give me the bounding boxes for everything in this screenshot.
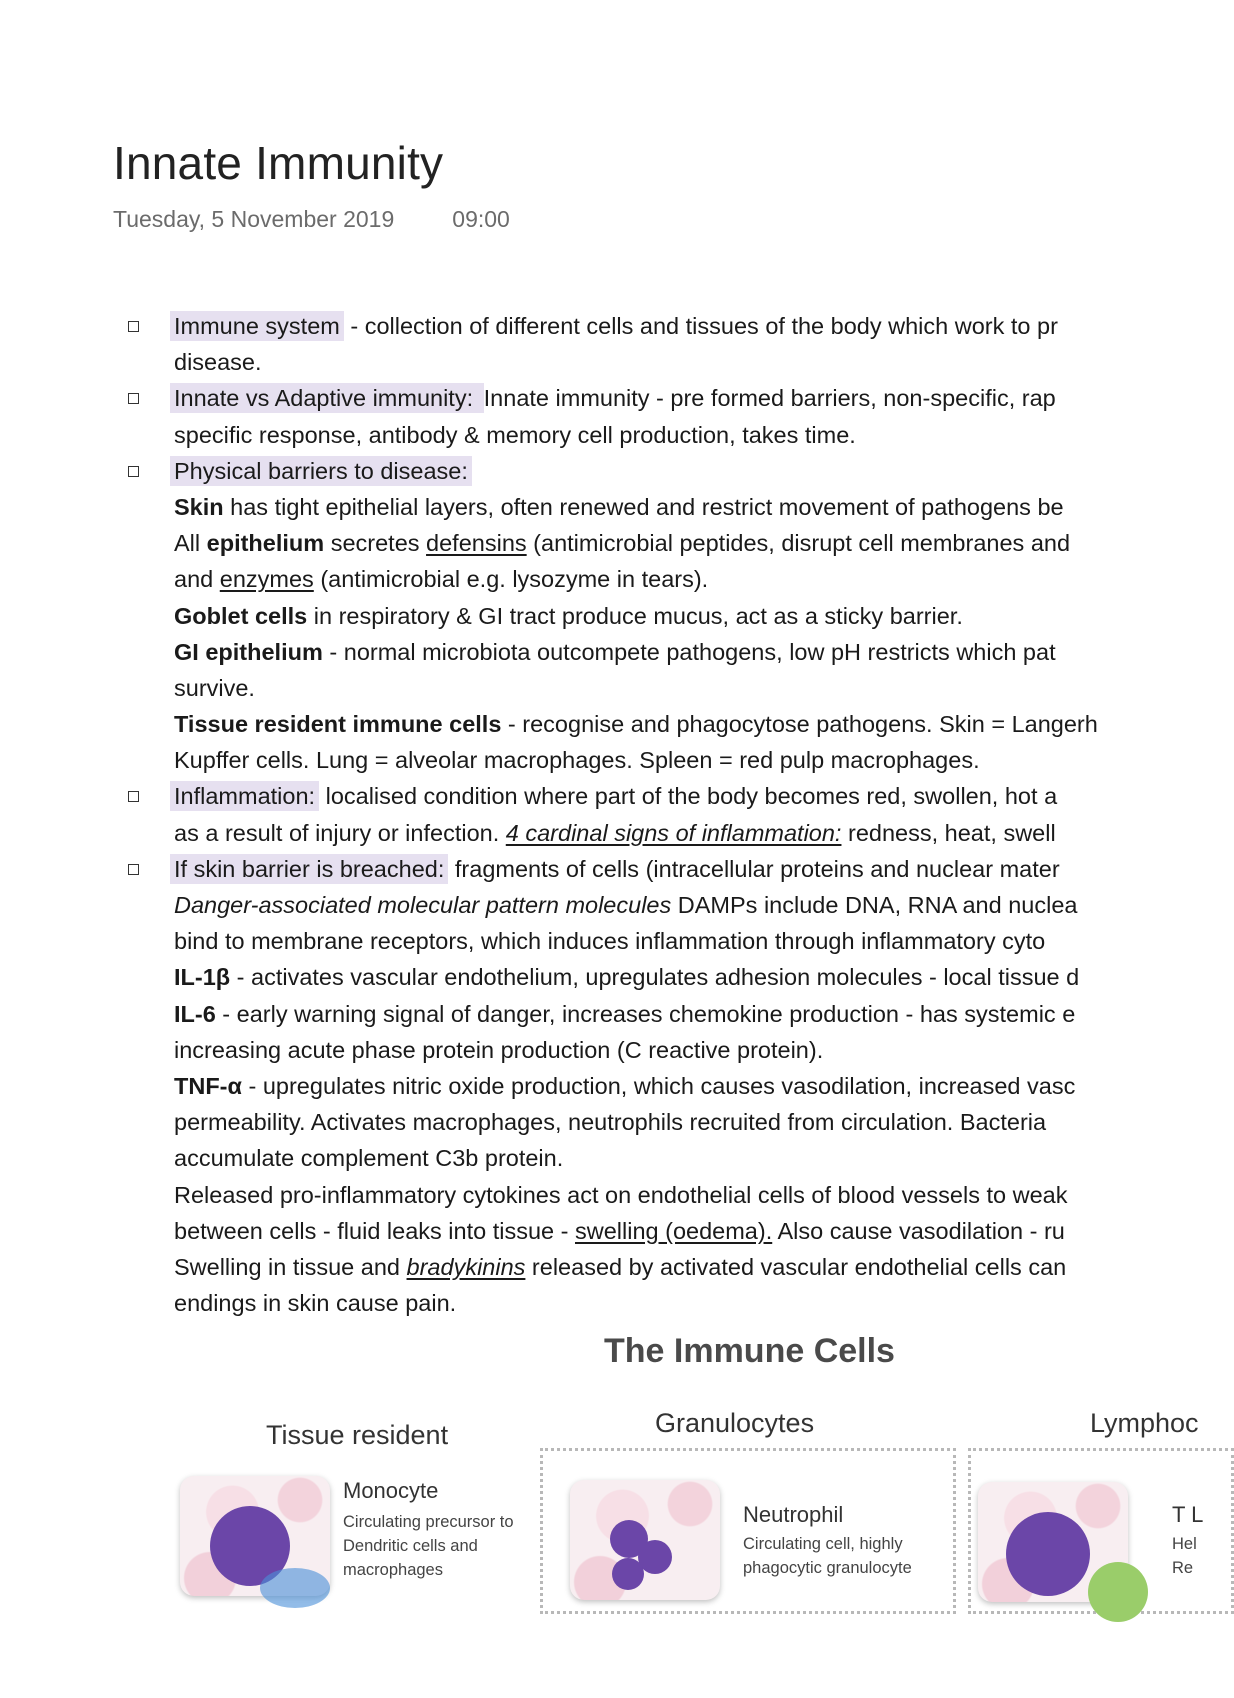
page-date: Tuesday, 5 November 2019 xyxy=(113,206,395,232)
note-item-immune-system: Immune system - collection of different cells and tissues of the body which work to pr disease. xyxy=(0,308,1200,380)
todo-checkbox[interactable] xyxy=(128,864,139,875)
note-item-skin-breached: If skin barrier is breached: fragments of cells (intracellular proteins and nuclear mater Danger-associated molecular pattern molecules DAMPs include DNA, RNA and nuclea bind to membrane receptors, which induces inflammation through inflammatory cyto IL-1β - activates vascular endothelium, upregulates adhesion molecules - local tissue d IL-6 - early warning signal of danger, increases chemokine production - has systemic e increasing acute phase protein production (C reactive protein). TNF-α - upregulates nitric oxide production, which causes vasodilation, increased vasc permeability. Activates macrophages, neutrophils recruited from circulation. Bacteria accumulate complement C3b protein. Released pro-inflammatory cytokines act on endothelial cells of blood vessels to weak between cells - fluid leaks into tissue - swelling (oedema). Also cause vasodilation - ru Swelling in tissue and bradykinins released by activated vascular endothelial cells can endings in skin cause pain. xyxy=(0,851,1200,1321)
note-item-physical-barriers: Physical barriers to disease: Skin has tight epithelial layers, often renewed and restrict movement of pathogens be All epithelium secretes defensins (antimicrobial peptides, disrupt cell membranes and and enzymes (antimicrobial e.g. lysozyme in tears). Goblet cells in respiratory & GI tract produce mucus, act as a sticky barrier. GI epithelium - normal microbiota outcompete pathogens, low pH restricts which pat survive. Tissue resident immune cells - recognise and phagocytose pathogens. Skin = Langerh Kupffer cells. Lung = alveolar macrophages. Spleen = red pulp macrophages. xyxy=(0,453,1200,779)
tag-heading: Immune system xyxy=(170,311,344,341)
note-item-innate-vs-adaptive: Innate vs Adaptive immunity: Innate immunity - pre formed barriers, non-specific, rap specific response, antibody & memory cell production, takes time. xyxy=(0,380,1200,452)
column-title-granulocytes: Granulocytes xyxy=(655,1408,815,1438)
t-lymphocyte-image xyxy=(978,1482,1128,1602)
neutrophil-image xyxy=(570,1480,720,1600)
cell-name-monocyte: Monocyte xyxy=(343,1478,439,1503)
tag-heading: Innate vs Adaptive immunity: xyxy=(170,383,484,413)
column-title-tissue-resident: Tissue resident xyxy=(266,1420,449,1450)
monocyte-image xyxy=(180,1476,330,1596)
tag-heading: If skin barrier is breached: xyxy=(170,854,448,884)
todo-checkbox[interactable] xyxy=(128,321,139,332)
notes-list xyxy=(0,308,1200,1321)
page-meta xyxy=(113,206,510,233)
immune-cells-figure: The Immune Cells Tissue resident Granulocytes Lymphoc Monocyte Circulating precursor to Dendritic cells and macrophages Neutrophil Circulating cell, highly phagocytic granulocyte T L Hel Re xyxy=(160,1318,1200,1580)
figure-title: The Immune Cells xyxy=(604,1332,895,1370)
page-title: Innate Immunity xyxy=(113,137,444,189)
page-time: 09:00 xyxy=(452,206,510,232)
cell-name-t-lymphocyte: T L xyxy=(1172,1502,1204,1527)
tag-heading: Physical barriers to disease: xyxy=(170,456,472,486)
cell-name-neutrophil: Neutrophil xyxy=(743,1502,844,1527)
todo-checkbox[interactable] xyxy=(128,466,139,477)
todo-checkbox[interactable] xyxy=(128,791,139,802)
tag-heading: Inflammation: xyxy=(170,781,319,811)
column-title-lymphocytes: Lymphoc xyxy=(1090,1408,1199,1438)
todo-checkbox[interactable] xyxy=(128,393,139,404)
note-item-inflammation: Inflammation: localised condition where part of the body becomes red, swollen, hot a as a result of injury or infection. 4 cardinal signs of inflammation: redness, heat, swell xyxy=(0,778,1200,850)
